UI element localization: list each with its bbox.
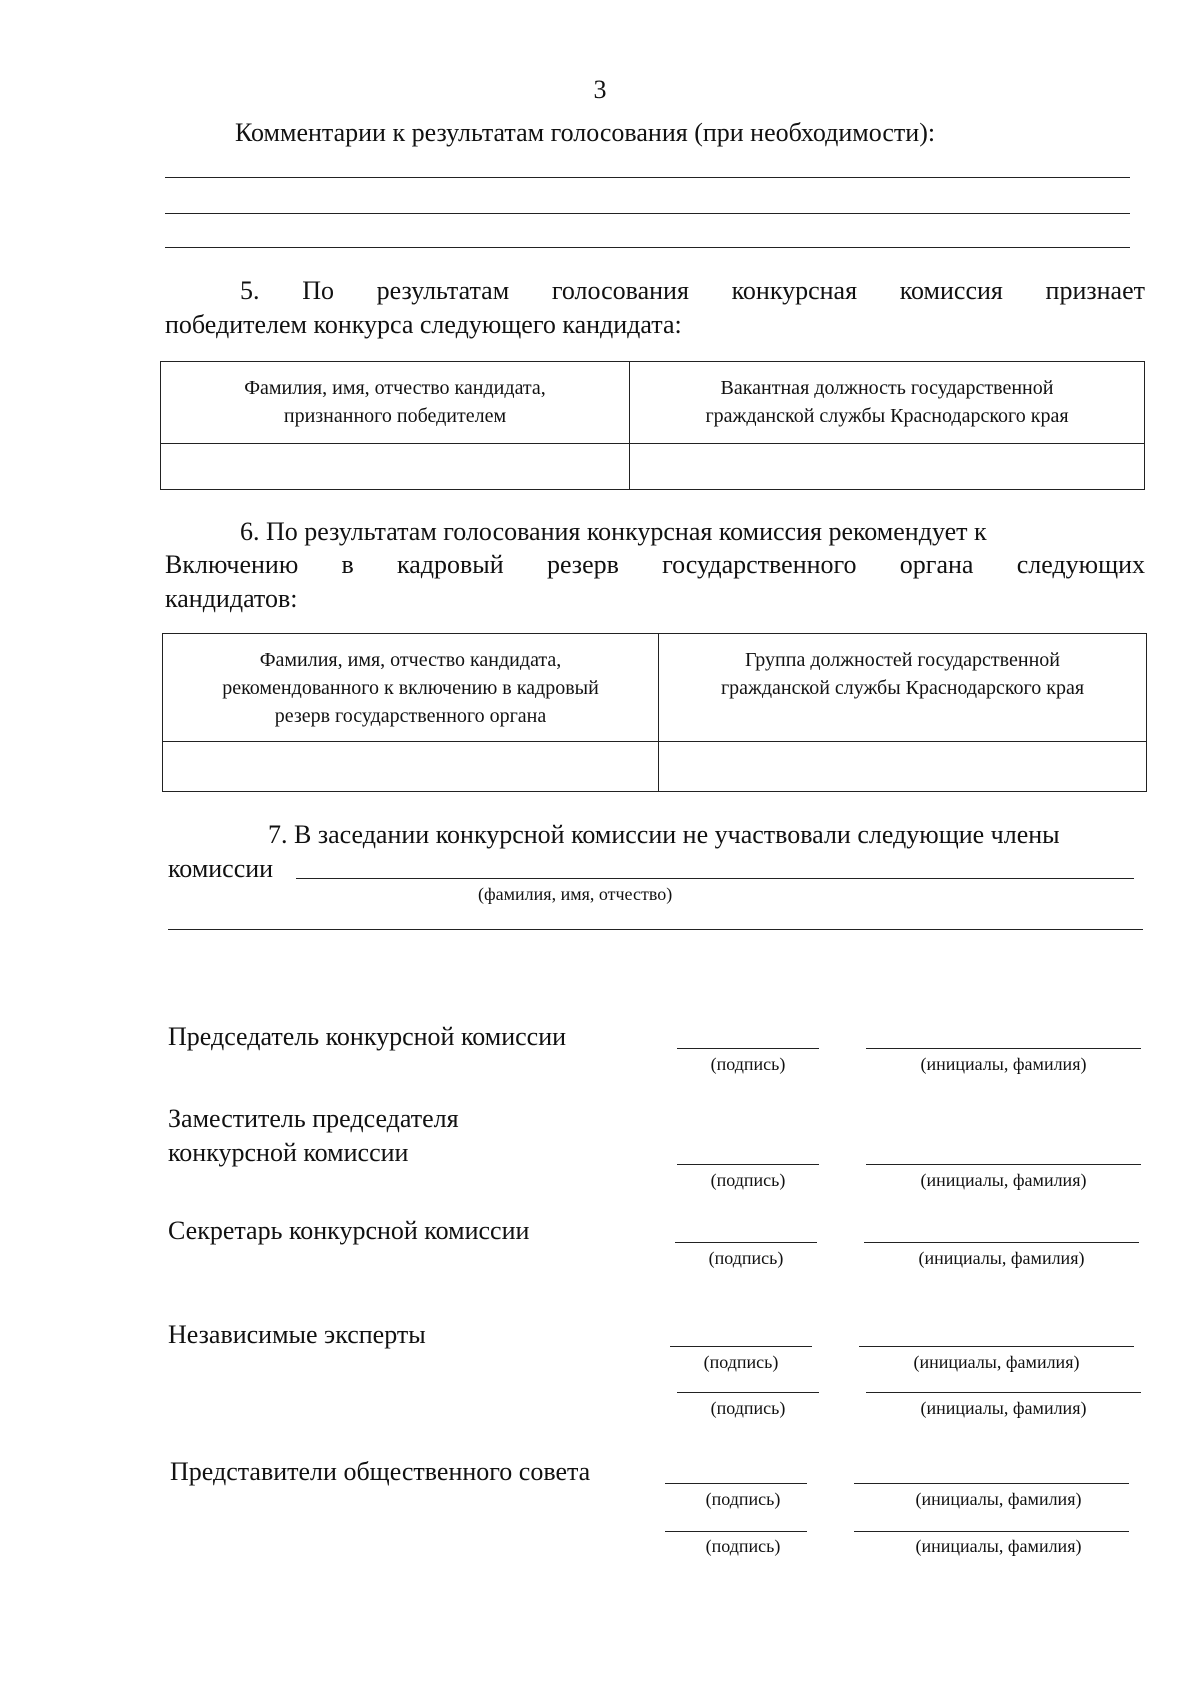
reserve-table-header-group: Группа должностей государственной гражданской службы Краснодарского края xyxy=(659,634,1147,742)
section5-line1 xyxy=(240,274,1145,308)
secretary-signature-line[interactable] xyxy=(675,1242,817,1243)
chairman-name-caption: (инициалы, фамилия) xyxy=(920,1054,1087,1074)
winner-position-cell[interactable] xyxy=(630,444,1145,490)
council1-signature-caption: (подпись) xyxy=(705,1489,781,1509)
absent-members-line-2[interactable] xyxy=(168,929,1143,930)
deputy-signature-caption: (подпись) xyxy=(710,1170,786,1190)
section5-number: 5. xyxy=(240,276,260,305)
expert1-name-caption: (инициалы, фамилия) xyxy=(913,1352,1080,1372)
deputy-label-line1: Заместитель председателя xyxy=(168,1104,459,1133)
expert1-name-line[interactable] xyxy=(859,1346,1134,1347)
page-number: 3 xyxy=(593,75,607,104)
secretary-label: Секретарь конкурсной комиссии xyxy=(168,1216,530,1245)
reserve-group-cell[interactable] xyxy=(659,742,1147,792)
reserve-name-cell[interactable] xyxy=(163,742,659,792)
reserve-table-header-name: Фамилия, имя, отчество кандидата, рекомендованного к включению в кадровый резерв государственного органа xyxy=(163,634,659,742)
section6-line1: 6. По результатам голосования конкурсная комиссия рекомендует к xyxy=(240,517,987,546)
deputy-signature-line[interactable] xyxy=(677,1164,819,1165)
council1-name-line[interactable] xyxy=(854,1483,1129,1484)
table-row xyxy=(163,634,1147,742)
deputy-label-line2: конкурсной комиссии xyxy=(168,1138,409,1167)
secretary-signature-caption: (подпись) xyxy=(708,1248,784,1268)
council1-name-caption: (инициалы, фамилия) xyxy=(915,1489,1082,1509)
table-row xyxy=(163,742,1147,792)
chairman-label: Председатель конкурсной комиссии xyxy=(168,1022,567,1051)
expert1-signature-line[interactable] xyxy=(670,1346,812,1347)
winner-table-header-position: Вакантная должность государственной гражданской службы Краснодарского края xyxy=(630,362,1145,444)
council2-name-line[interactable] xyxy=(854,1531,1129,1532)
deputy-name-line[interactable] xyxy=(866,1164,1141,1165)
absent-members-caption: (фамилия, имя, отчество) xyxy=(478,884,673,904)
deputy-name-caption: (инициалы, фамилия) xyxy=(920,1170,1087,1190)
expert2-name-line[interactable] xyxy=(866,1392,1141,1393)
council1-signature-line[interactable] xyxy=(665,1483,807,1484)
comments-line-3[interactable] xyxy=(165,247,1130,248)
council2-signature-caption: (подпись) xyxy=(705,1536,781,1556)
expert1-signature-caption: (подпись) xyxy=(703,1352,779,1372)
section5-line2: победителем конкурса следующего кандидата: xyxy=(165,310,682,339)
secretary-name-caption: (инициалы, фамилия) xyxy=(918,1248,1085,1268)
experts-label: Независимые эксперты xyxy=(168,1320,426,1349)
expert2-signature-line[interactable] xyxy=(677,1392,819,1393)
chairman-name-line[interactable] xyxy=(866,1048,1141,1049)
table-row xyxy=(161,444,1145,490)
expert2-name-caption: (инициалы, фамилия) xyxy=(920,1398,1087,1418)
comments-line-2[interactable] xyxy=(165,213,1130,214)
comments-line-1[interactable] xyxy=(165,177,1130,178)
public-council-label: Представители общественного совета xyxy=(170,1457,591,1486)
section7-line2: комиссии xyxy=(168,854,274,883)
winner-table-header-name: Фамилия, имя, отчество кандидата, признанного победителем xyxy=(161,362,630,444)
section5-text: По результатам голосования конкурсная комиссия признает xyxy=(302,276,1145,305)
section7-line1: 7. В заседании конкурсной комиссии не участвовали следующие члены xyxy=(268,820,1060,849)
absent-members-line-1[interactable] xyxy=(296,878,1134,879)
chairman-signature-caption: (подпись) xyxy=(710,1054,786,1074)
winner-table xyxy=(160,361,1145,490)
table-row xyxy=(161,362,1145,444)
council2-name-caption: (инициалы, фамилия) xyxy=(915,1536,1082,1556)
reserve-table xyxy=(162,633,1147,792)
council2-signature-line[interactable] xyxy=(665,1531,807,1532)
comments-title: Комментарии к результатам голосования (при необходимости): xyxy=(235,118,936,147)
secretary-name-line[interactable] xyxy=(864,1242,1139,1243)
expert2-signature-caption: (подпись) xyxy=(710,1398,786,1418)
winner-name-cell[interactable] xyxy=(161,444,630,490)
section6-line3: кандидатов: xyxy=(165,584,298,613)
section6-line2: Включению в кадровый резерв государственного органа следующих xyxy=(165,550,1145,579)
chairman-signature-line[interactable] xyxy=(677,1048,819,1049)
